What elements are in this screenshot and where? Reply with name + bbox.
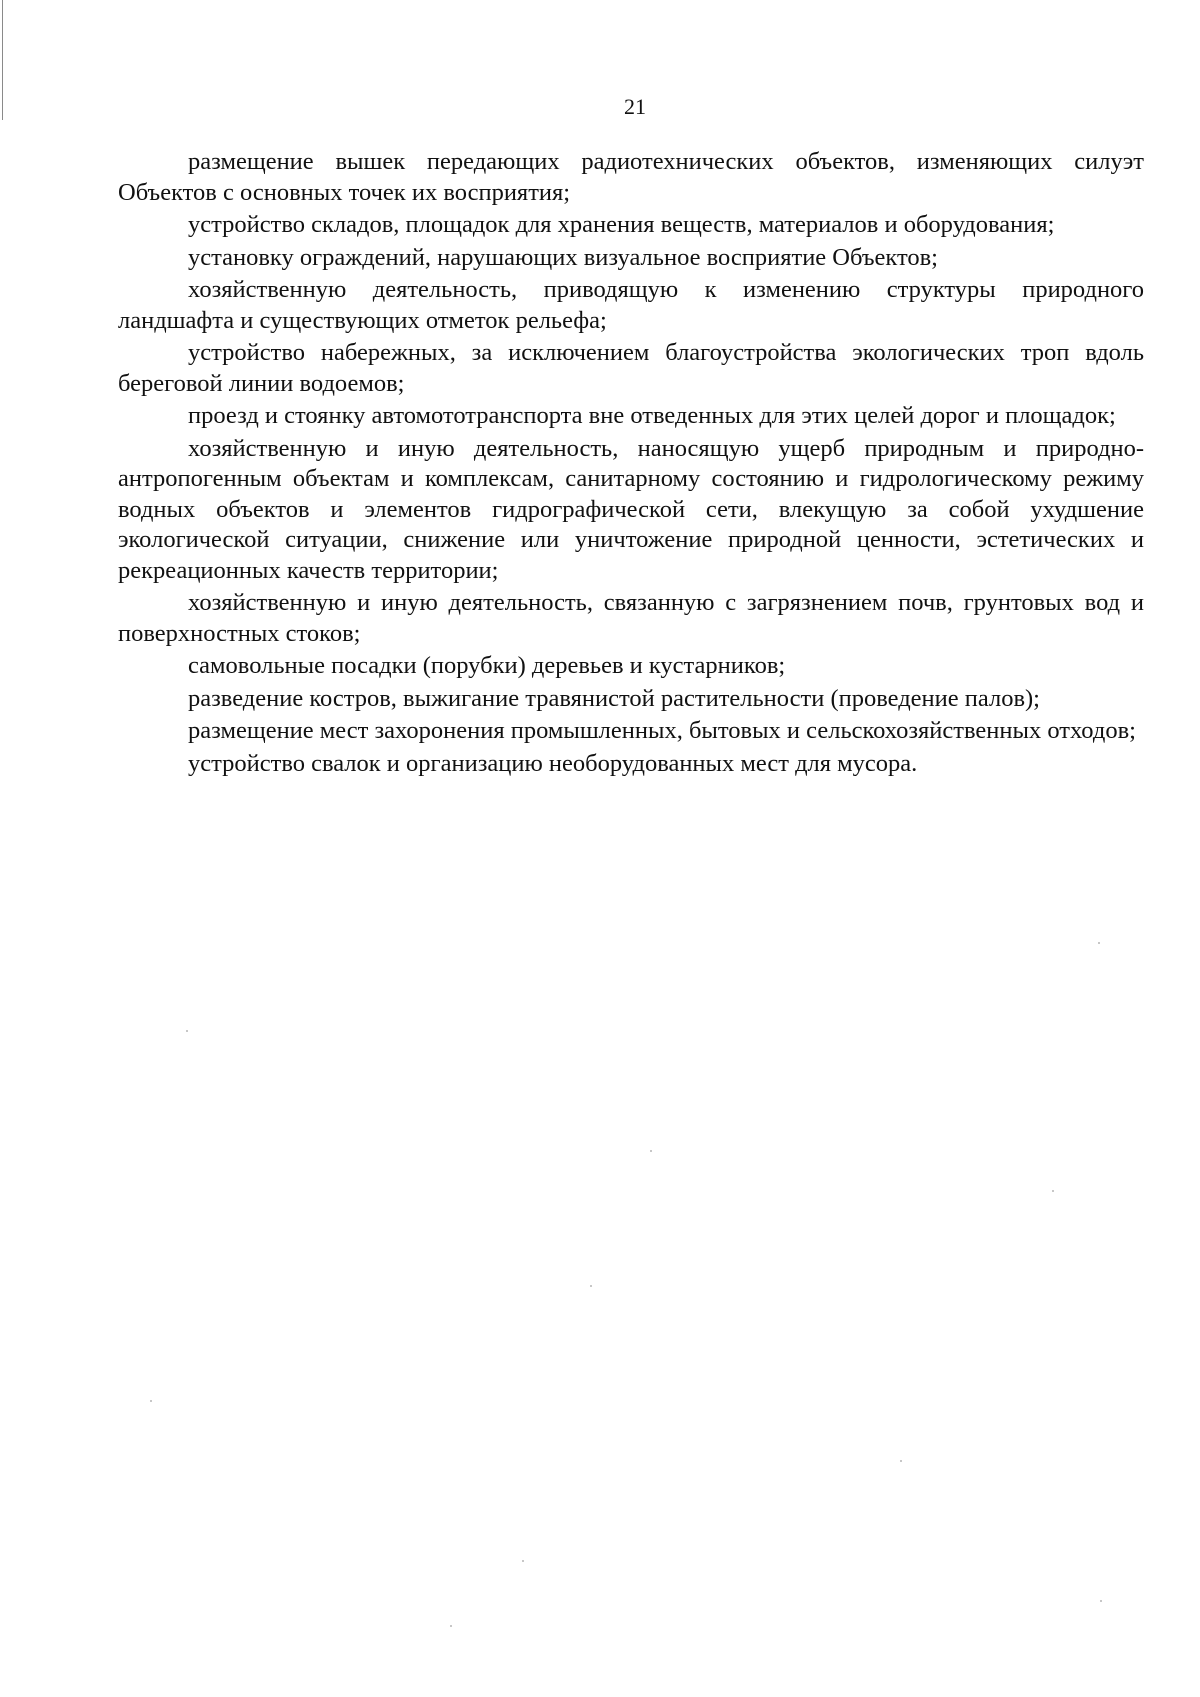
paragraph-3: установку ограждений, нарушающих визуальное восприятие Объектов; bbox=[188, 243, 938, 271]
paragraph-6: проезд и стоянку автомототранспорта вне отведенных для этих целей дорог и площадок; bbox=[188, 402, 1116, 429]
paragraph-9: самовольные посадки (порубки) деревьев и кустарников; bbox=[188, 652, 786, 679]
paragraph-4: хозяйственную деятельность, приводящую к изменению структуры природного ландшафта и существующих отметок рельефа; bbox=[118, 276, 1144, 334]
paragraph-10: разведение костров, выжигание травянистой растительности (проведение палов); bbox=[188, 684, 1040, 712]
paragraph-11: размещение мест захоронения промышленных, бытовых и сельскохозяйственных отходов; bbox=[188, 717, 1136, 744]
paragraph-1: размещение вышек передающих радиотехнических объектов, изменяющих силуэт Объектов с основных точек их восприятия; bbox=[118, 148, 1144, 206]
paragraph-5: устройство набережных, за исключением благоустройства экологических троп вдоль береговой линии водоемов; bbox=[118, 339, 1144, 397]
paragraph-7: хозяйственную и иную деятельность, наносящую ущерб природным и природно-антропогенным объектам и комплексам, санитарному состоянию и гидрологическому режиму водных объектов и элементов гидрографической сети, влекущую за собой ухудшение экологической ситуации, снижение или уничтожение природной ценности, эстетических и рекреационных качеств территории; bbox=[118, 434, 1144, 584]
paragraph-2: устройство складов, площадок для хранения веществ, материалов и оборудования; bbox=[188, 211, 1055, 238]
paragraph-8: хозяйственную и иную деятельность, связанную с загрязнением почв, грунтовых вод и поверхностных стоков; bbox=[118, 589, 1144, 647]
page-number: 21 bbox=[624, 94, 646, 119]
document-body bbox=[118, 147, 1144, 781]
paragraph-12: устройство свалок и организацию необорудованных мест для мусора. bbox=[188, 749, 918, 777]
